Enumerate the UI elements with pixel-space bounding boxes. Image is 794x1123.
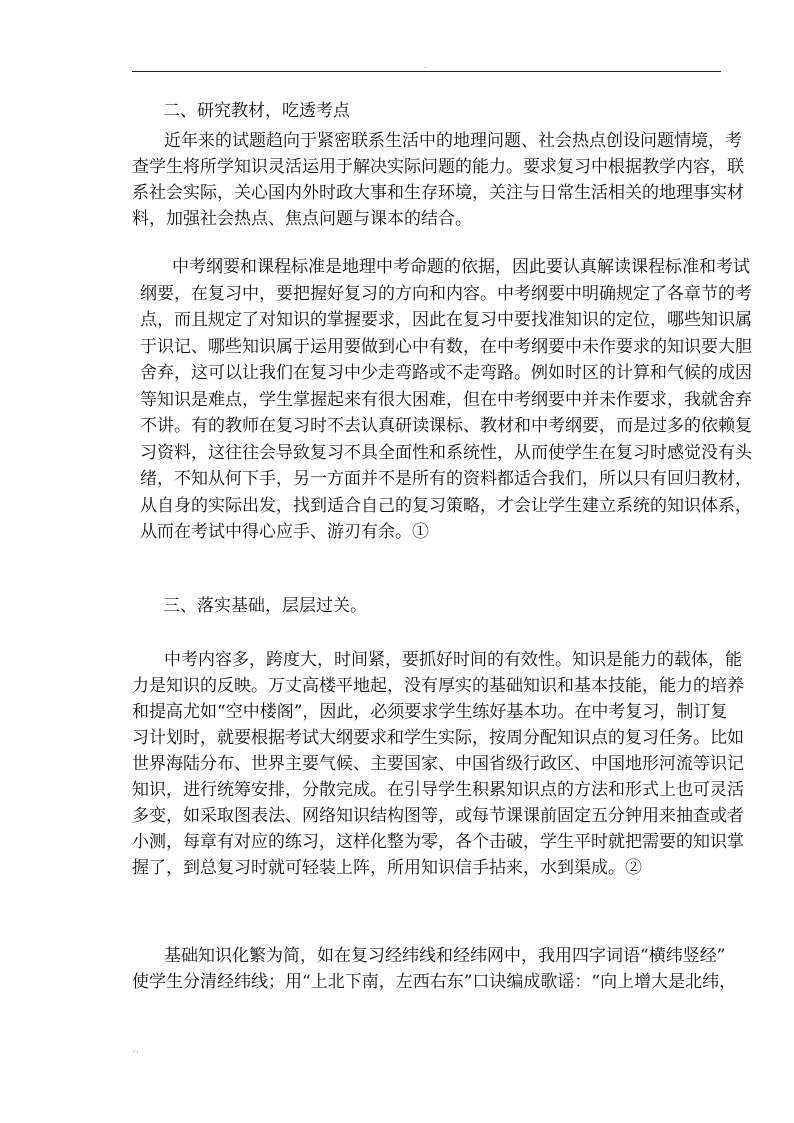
section-2-paragraph-1	[132, 128, 744, 232]
text-line: 中考纲要和课程标准是地理中考命题的依据，因此要认真解读课程标准和考试	[172, 257, 750, 277]
text-line: 舍弃，这可以让我们在复习中少走弯路或不走弯路。例如时区的计算和气候的成因	[140, 363, 752, 383]
text-line: 小测，每章有对应的练习，这样化整为零，各个击破，学生平时就把需要的知识掌	[132, 832, 744, 852]
text-line: 和提高尤如“空中楼阁”，因此，必须要求学生练好基本功。在中考复习，制订复	[132, 702, 728, 722]
text-line: 基础知识化繁为简，如在复习经纬线和经纬网中，我用四字词语“横纬竖经”	[164, 946, 726, 966]
text-line: 绪，不知从何下手，另一方面并不是所有的资料都适合我们，所以只有回归教材，	[140, 469, 752, 489]
text-line: 使学生分清经纬线；用“上北下南，左西右东”口诀编成歌谣：“向上增大是北纬，	[132, 972, 737, 992]
text-line: 习计划时，就要根据考试大纲要求和学生实际，按周分配知识点的复习任务。比如	[132, 728, 744, 748]
section-3-paragraph-1	[132, 647, 744, 881]
header-rule	[132, 71, 721, 72]
text-line: 点，而且规定了对知识的掌握要求，因此在复习中要找准知识的定位，哪些知识属	[140, 310, 752, 330]
text-line: 系社会实际，关心国内外时政大事和生存环境，关注与日常生活相关的地理事实材	[132, 183, 744, 203]
section-2-paragraph-2	[140, 254, 752, 546]
text-line: 料，加强社会热点、焦点问题与课本的结合。	[132, 209, 472, 229]
section-3-heading: 三、落实基础，层层过关。	[163, 596, 367, 616]
text-line: 查学生将所学知识灵活运用于解决实际问题的能力。要求复习中根据教学内容，联	[132, 157, 744, 177]
header-mark: .	[424, 62, 427, 70]
text-line: 从而在考试中得心应手、游刃有余。①	[140, 522, 429, 542]
footer-mark: ..	[133, 1046, 140, 1054]
section-3-paragraph-2	[132, 943, 736, 995]
text-line: 不讲。有的教师在复习时不去认真研读课标、教材和中考纲要，而是过多的依赖复	[140, 416, 752, 436]
text-line: 从自身的实际出发，找到适合自己的复习策略，才会让学生建立系统的知识体系，	[140, 495, 752, 516]
text-line: 知识，进行统筹安排，分散完成。在引导学生积累知识点的方法和形式上也可灵活	[132, 780, 744, 800]
text-line: 纲要，在复习中，要把握好复习的方向和内容。中考纲要中明确规定了各章节的考	[140, 283, 752, 304]
text-line: 世界海陆分布、世界主要气候、主要国家、中国省级行政区、中国地形河流等识记	[132, 754, 744, 774]
text-line: 握了，到总复习时就可轻装上阵，所用知识信手拈来，水到渠成。②	[132, 858, 642, 878]
section-2-heading: 二、研究教材，吃透考点	[163, 101, 350, 121]
text-line: 多变，如采取图表法、网络知识结构图等，或每节课课前固定五分钟用来抽查或者	[132, 806, 744, 826]
text-line: 力是知识的反映。万丈高楼平地起，没有厚实的基础知识和基本技能，能力的培养	[132, 676, 744, 696]
text-line: 中考内容多，跨度大，时间紧，要抓好时间的有效性。知识是能力的载体，能	[164, 650, 742, 670]
text-line: 于识记、哪些知识属于运用要做到心中有数，在中考纲要中未作要求的知识要大胆	[140, 336, 752, 357]
text-line: 习资料，这往往会导致复习不具全面性和系统性，从而使学生在复习时感觉没有头	[140, 442, 752, 463]
text-line: 近年来的试题趋向于紧密联系生活中的地理问题、社会热点创设问题情境，考	[164, 131, 742, 151]
text-line: 等知识是难点，学生掌握起来有很大困难，但在中考纲要中并未作要求，我就舍弃	[140, 389, 752, 410]
